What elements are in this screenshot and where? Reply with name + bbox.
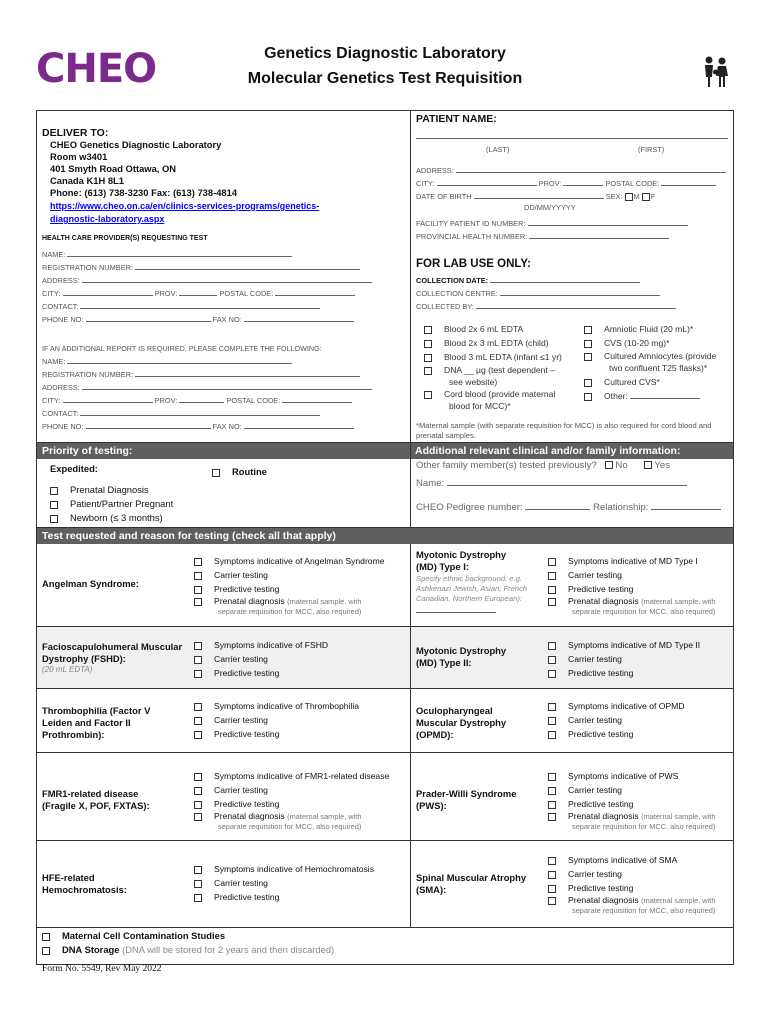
- sma-predictive-checkbox[interactable]: [548, 885, 556, 893]
- fshd-predictive-checkbox[interactable]: [194, 670, 202, 678]
- family-tested-question: Other family member(s) tested previously?: [416, 460, 597, 471]
- prenatal-note: (maternal sample, with: [641, 597, 716, 606]
- fmr1-symptoms-checkbox[interactable]: [194, 773, 202, 781]
- prenatal-note: (maternal sample, with: [641, 812, 716, 821]
- cord-blood-label: Cord blood (provide maternal: [444, 389, 556, 399]
- sma-symptoms-checkbox[interactable]: [548, 857, 556, 865]
- pws-carrier-label: Carrier testing: [568, 785, 622, 795]
- priority-heading: Priority of testing:: [37, 443, 410, 459]
- family-tested-no-label: No: [615, 460, 628, 471]
- fshd-carrier-checkbox[interactable]: [194, 656, 202, 664]
- add-contact-label: CONTACT:: [42, 409, 79, 418]
- lab-website-link[interactable]: https://www.cheo.on.ca/en/clinics-services-programs/genetics-: [50, 201, 320, 211]
- add-postal-field[interactable]: [282, 402, 352, 403]
- sex-f-checkbox[interactable]: [642, 193, 650, 201]
- provider-fax-field[interactable]: [244, 321, 354, 322]
- add-reg-label: REGISTRATION NUMBER:: [42, 370, 134, 379]
- add-reg-field[interactable]: [135, 376, 360, 377]
- lab-section: [416, 258, 730, 313]
- angelman-predictive-checkbox[interactable]: [194, 586, 202, 594]
- thrombophilia-predictive-label: Predictive testing: [214, 729, 280, 739]
- patient-postal-field[interactable]: [661, 185, 716, 186]
- cultured-cvs-checkbox[interactable]: [584, 379, 592, 387]
- deliver-section: [42, 127, 402, 225]
- family-name-field[interactable]: [447, 485, 687, 486]
- fshd-predictive-label: Predictive testing: [214, 668, 280, 678]
- pedigree-field[interactable]: [525, 509, 590, 510]
- md2-symptoms-checkbox[interactable]: [548, 642, 556, 650]
- provider-postal-label: POSTAL CODE:: [219, 289, 274, 298]
- opmd-symptoms-checkbox[interactable]: [548, 703, 556, 711]
- patient-section: [416, 113, 730, 243]
- pws-predictive-label: Predictive testing: [568, 799, 634, 809]
- fmr1-carrier-label: Carrier testing: [214, 785, 268, 795]
- pws-carrier-checkbox[interactable]: [548, 787, 556, 795]
- thrombophilia-symptoms-checkbox[interactable]: [194, 703, 202, 711]
- pws-prenatal-label: Prenatal diagnosis: [568, 811, 639, 821]
- routine-checkbox[interactable]: [212, 469, 220, 477]
- md1-symptoms-label: Symptoms indicative of MD Type I: [568, 556, 698, 566]
- cvs-label: CVS (10-20 mg)*: [604, 338, 670, 348]
- other-field[interactable]: [630, 398, 700, 399]
- amniotic-checkbox[interactable]: [584, 326, 592, 334]
- mcc-checkbox[interactable]: [42, 933, 50, 941]
- blood-3ml-child-checkbox[interactable]: [424, 340, 432, 348]
- provider-phone-field[interactable]: [86, 321, 211, 322]
- relationship-field[interactable]: [651, 509, 721, 510]
- md1-symptoms-checkbox[interactable]: [548, 558, 556, 566]
- collection-centre-label: COLLECTION CENTRE:: [416, 289, 498, 298]
- thrombophilia-carrier-checkbox[interactable]: [194, 717, 202, 725]
- dna-label-cont: see website): [449, 377, 498, 387]
- collected-by-field[interactable]: [476, 308, 676, 309]
- md2-predictive-checkbox[interactable]: [548, 670, 556, 678]
- add-contact-field[interactable]: [80, 415, 320, 416]
- additional-report-heading: IF AN ADDITIONAL REPORT IS REQUIRED, PLEASE COMPLETE THE FOLLOWING:: [42, 344, 322, 353]
- add-prov-field[interactable]: [179, 402, 224, 403]
- blood-6ml-checkbox[interactable]: [424, 326, 432, 334]
- prenatal-priority-checkbox[interactable]: [50, 487, 58, 495]
- fshd-symptoms-label: Symptoms indicative of FSHD: [214, 640, 329, 650]
- add-phone-field[interactable]: [86, 428, 211, 429]
- angelman-prenatal-label: Prenatal diagnosis: [214, 596, 285, 606]
- prenatal-note-cont: separate requisition for MCC, also required): [218, 607, 362, 616]
- md2-options: [548, 638, 732, 680]
- provider-address-label: ADDRESS:: [42, 276, 80, 285]
- add-postal-label: POSTAL CODE:: [226, 396, 281, 405]
- thrombophilia-options: [194, 699, 408, 741]
- patient-city-label: CITY:: [416, 179, 435, 188]
- facility-id-label: FACILITY PATIENT ID NUMBER:: [416, 219, 526, 228]
- fshd-symptoms-checkbox[interactable]: [194, 642, 202, 650]
- health-no-field[interactable]: [529, 238, 669, 239]
- collection-date-label: COLLECTION DATE:: [416, 276, 489, 285]
- sma-carrier-label: Carrier testing: [568, 869, 622, 879]
- fmr1-carrier-checkbox[interactable]: [194, 787, 202, 795]
- thrombophilia-name: Thrombophilia (Factor V Leiden and Factor II Prothrombin):: [42, 705, 151, 740]
- cultured-cvs-label: Cultured CVS*: [604, 377, 660, 387]
- other-label: Other:: [604, 391, 628, 401]
- provider-heading: HEALTH CARE PROVIDER(S) REQUESTING TEST: [42, 235, 208, 242]
- opmd-carrier-label: Carrier testing: [568, 715, 622, 725]
- cord-blood-label-cont: blood for MCC)*: [449, 401, 511, 411]
- cheo-logo: CHEO: [36, 46, 157, 92]
- prenatal-note-cont: separate requisition for MCC, also required): [572, 607, 716, 616]
- add-city-label: CITY:: [42, 396, 61, 405]
- angelman-options: [194, 554, 408, 616]
- patient-address-field[interactable]: [456, 172, 726, 173]
- angelman-name: Angelman Syndrome:: [42, 578, 139, 589]
- angelman-symptoms-label: Symptoms indicative of Angelman Syndrome: [214, 556, 385, 566]
- opmd-name: Oculopharyngeal Muscular Dystrophy (OPMD):: [416, 705, 507, 740]
- add-address-label: ADDRESS:: [42, 383, 80, 392]
- deliver-line: CHEO Genetics Diagnostic Laboratory: [50, 139, 222, 150]
- pws-prenatal-checkbox[interactable]: [548, 813, 556, 821]
- add-fax-field[interactable]: [244, 428, 354, 429]
- md2-predictive-label: Predictive testing: [568, 668, 634, 678]
- sma-symptoms-label: Symptoms indicative of SMA: [568, 855, 678, 865]
- pregnant-priority-label: Patient/Partner Pregnant: [70, 498, 174, 509]
- fshd-carrier-label: Carrier testing: [214, 654, 268, 664]
- family-name-label: Name:: [416, 478, 445, 489]
- patient-name-field[interactable]: [416, 125, 728, 139]
- sma-prenatal-label: Prenatal diagnosis: [568, 895, 639, 905]
- pws-symptoms-checkbox[interactable]: [548, 773, 556, 781]
- add-phone-label: PHONE NO:: [42, 422, 84, 431]
- fshd-note: (20 mL EDTA): [42, 665, 93, 674]
- provider-city-label: CITY:: [42, 289, 61, 298]
- top-divider: [410, 110, 411, 442]
- provider-section: [42, 235, 404, 326]
- deliver-line: Room w3401: [50, 151, 108, 162]
- fshd-options: [194, 638, 408, 680]
- add-name-label: NAME:: [42, 357, 66, 366]
- fmr1-predictive-label: Predictive testing: [214, 799, 280, 809]
- dob-field[interactable]: [474, 198, 604, 199]
- prenatal-note-cont: separate requisition for MCC, also required): [572, 822, 716, 831]
- add-prov-label: PROV:: [154, 396, 178, 405]
- hfe-options: [194, 862, 408, 904]
- hfe-predictive-checkbox[interactable]: [194, 894, 202, 902]
- angelman-symptoms-checkbox[interactable]: [194, 558, 202, 566]
- prenatal-note-cont: separate requisition for MCC, also required): [572, 906, 716, 915]
- lab-left-options: [424, 322, 584, 412]
- routine-option: [212, 466, 267, 477]
- opmd-symptoms-label: Symptoms indicative of OPMD: [568, 701, 685, 711]
- mcc-label: Maternal Cell Contamination Studies: [62, 930, 226, 941]
- provider-reg-label: REGISTRATION NUMBER:: [42, 263, 134, 272]
- md2-symptoms-label: Symptoms indicative of MD Type II: [568, 640, 701, 650]
- md2-name: Myotonic Dystrophy (MD) Type II:: [416, 645, 507, 668]
- md1-options: [548, 554, 732, 616]
- fmr1-symptoms-label: Symptoms indicative of FMR1-related disease: [214, 771, 390, 781]
- sma-prenatal-checkbox[interactable]: [548, 897, 556, 905]
- pedigree-label: CHEO Pedigree number:: [416, 502, 523, 513]
- prenatal-note-cont: separate requisition for MCC, also required): [218, 822, 362, 831]
- sex-f-label: F: [650, 192, 656, 201]
- footer-options: [42, 929, 722, 957]
- add-fax-label: FAX NO:: [212, 422, 242, 431]
- sma-predictive-label: Predictive testing: [568, 883, 634, 893]
- patient-postal-label: POSTAL CODE:: [605, 179, 660, 188]
- collection-date-field[interactable]: [490, 282, 640, 283]
- md1-predictive-label: Predictive testing: [568, 584, 634, 594]
- form-title-line1: Genetics Diagnostic Laboratory: [264, 45, 506, 62]
- pws-predictive-checkbox[interactable]: [548, 801, 556, 809]
- hfe-carrier-checkbox[interactable]: [194, 880, 202, 888]
- family-tested-yes-checkbox[interactable]: [644, 461, 652, 469]
- fmr1-options: [194, 769, 408, 831]
- form-number: Form No. 5549, Rev May 2022: [42, 964, 162, 974]
- blood-infant-label: Blood 3 mL EDTA (infant ≤1 yr): [444, 352, 562, 362]
- md1-prenatal-checkbox[interactable]: [548, 598, 556, 606]
- angelman-carrier-checkbox[interactable]: [194, 572, 202, 580]
- md2-carrier-label: Carrier testing: [568, 654, 622, 664]
- hfe-name: HFE-related Hemochromatosis:: [42, 872, 127, 895]
- provider-prov-label: PROV:: [154, 289, 178, 298]
- deliver-heading: DELIVER TO:: [42, 127, 109, 139]
- dna-storage-checkbox[interactable]: [42, 947, 50, 955]
- deliver-line: Phone: (613) 738-3230 Fax: (613) 738-4814: [50, 187, 238, 198]
- lab-website-link-cont[interactable]: diagnostic-laboratory.aspx: [50, 214, 165, 224]
- provider-name-label: NAME:: [42, 250, 66, 259]
- blood-3ml-child-label: Blood 2x 3 mL EDTA (child): [444, 338, 549, 348]
- additional-report-section: [42, 342, 404, 433]
- provider-reg-field[interactable]: [135, 269, 360, 270]
- hfe-predictive-label: Predictive testing: [214, 892, 280, 902]
- provider-city-field[interactable]: [63, 295, 153, 296]
- angelman-prenatal-checkbox[interactable]: [194, 598, 202, 606]
- family-tested-yes-label: Yes: [654, 460, 671, 471]
- sma-carrier-checkbox[interactable]: [548, 871, 556, 879]
- md1-carrier-checkbox[interactable]: [548, 572, 556, 580]
- angelman-carrier-label: Carrier testing: [214, 570, 268, 580]
- opmd-predictive-checkbox[interactable]: [548, 731, 556, 739]
- opmd-predictive-label: Predictive testing: [568, 729, 634, 739]
- lab-right-options: [584, 322, 730, 403]
- dna-label: DNA __ µg (test dependent –: [444, 365, 556, 375]
- pws-symptoms-label: Symptoms indicative of PWS: [568, 771, 679, 781]
- md1-name: Myotonic Dystrophy (MD) Type I:: [416, 549, 507, 572]
- provider-phone-label: PHONE NO:: [42, 315, 84, 324]
- sma-name: Spinal Muscular Atrophy (SMA):: [416, 872, 527, 895]
- dob-format: DD/MM/YYYYY: [524, 203, 576, 212]
- fmr1-prenatal-checkbox[interactable]: [194, 813, 202, 821]
- newborn-priority-label: Newborn (≤ 3 months): [70, 512, 163, 523]
- hfe-symptoms-checkbox[interactable]: [194, 866, 202, 874]
- cvs-checkbox[interactable]: [584, 340, 592, 348]
- prenatal-note: (maternal sample, with: [287, 597, 362, 606]
- cultured-amniocytes-checkbox[interactable]: [584, 353, 592, 361]
- family-tested-no-checkbox[interactable]: [605, 461, 613, 469]
- md1-note: Specify ethnic background: e.g. Ashkenazi Jewish, Asian, French Canadian, Northern European):: [416, 574, 528, 603]
- thrombophilia-carrier-label: Carrier testing: [214, 715, 268, 725]
- pws-options: [548, 769, 732, 831]
- add-city-field[interactable]: [63, 402, 153, 403]
- prenatal-priority-label: Prenatal Diagnosis: [70, 484, 149, 495]
- pregnant-priority-checkbox[interactable]: [50, 501, 58, 509]
- fmr1-name: FMR1-related disease (Fragile X, POF, FXTAS):: [42, 788, 150, 811]
- md1-ethnicity-field[interactable]: [416, 612, 496, 613]
- provider-address-field[interactable]: [82, 282, 372, 283]
- md1-carrier-label: Carrier testing: [568, 570, 622, 580]
- collected-by-label: COLLECTED BY:: [416, 302, 474, 311]
- provider-postal-field[interactable]: [275, 295, 355, 296]
- provider-contact-label: CONTACT:: [42, 302, 79, 311]
- clinical-heading: Additional relevant clinical and/or family information:: [410, 443, 733, 459]
- deliver-line: 401 Smyth Road Ottawa, ON: [50, 163, 177, 174]
- dna-checkbox[interactable]: [424, 367, 432, 375]
- fshd-name: Facioscapulohumeral Muscular Dystrophy (FSHD):: [42, 641, 183, 664]
- collection-centre-field[interactable]: [500, 295, 660, 296]
- provider-name-field[interactable]: [67, 256, 292, 257]
- amniotic-label: Amniotic Fluid (20 mL)*: [604, 324, 694, 334]
- family-figures-icon: [700, 55, 732, 89]
- dob-label: DATE OF BIRTH: [416, 192, 472, 201]
- md1-prenatal-label: Prenatal diagnosis: [568, 596, 639, 606]
- fmr1-predictive-checkbox[interactable]: [194, 801, 202, 809]
- sex-label: SEX:: [605, 192, 623, 201]
- thrombophilia-predictive-checkbox[interactable]: [194, 731, 202, 739]
- cultured-amniocytes-label-cont: two confluent T25 flasks)*: [609, 363, 708, 373]
- relationship-label: Relationship:: [593, 502, 649, 513]
- health-no-label: PROVINCIAL HEALTH NUMBER:: [416, 232, 528, 241]
- routine-label: Routine: [232, 466, 267, 477]
- cord-blood-checkbox[interactable]: [424, 391, 432, 399]
- angelman-predictive-label: Predictive testing: [214, 584, 280, 594]
- patient-prov-field[interactable]: [563, 185, 603, 186]
- prenatal-note: (maternal sample, with: [641, 896, 716, 905]
- md2-carrier-checkbox[interactable]: [548, 656, 556, 664]
- first-name-caption: (FIRST): [638, 145, 665, 154]
- provider-prov-field[interactable]: [179, 295, 217, 296]
- sex-m-label: M: [633, 192, 640, 201]
- add-address-field[interactable]: [82, 389, 372, 390]
- newborn-priority-checkbox[interactable]: [50, 515, 58, 523]
- add-name-field[interactable]: [67, 363, 292, 364]
- dna-storage-note: (DNA will be stored for 2 years and then discarded): [122, 944, 335, 955]
- blood-infant-checkbox[interactable]: [424, 354, 432, 362]
- maternal-sample-note: *Maternal sample (with separate requisition for MCC) is also required for cord blood and prenatal samples.: [416, 421, 712, 440]
- sma-options: [548, 853, 732, 915]
- opmd-carrier-checkbox[interactable]: [548, 717, 556, 725]
- last-name-caption: (LAST): [486, 145, 510, 154]
- sex-m-checkbox[interactable]: [625, 193, 633, 201]
- other-checkbox[interactable]: [584, 393, 592, 401]
- patient-heading: PATIENT NAME:: [416, 113, 497, 125]
- patient-address-label: ADDRESS:: [416, 166, 454, 175]
- pws-name: Prader-Willi Syndrome (PWS):: [416, 788, 517, 811]
- blood-6ml-label: Blood 2x 6 mL EDTA: [444, 324, 524, 334]
- prenatal-note: (maternal sample, with: [287, 812, 362, 821]
- tests-heading: Test requested and reason for testing (check all that apply): [37, 528, 733, 544]
- thrombophilia-symptoms-label: Symptoms indicative of Thrombophilia: [214, 701, 360, 711]
- form-title-line2: Molecular Genetics Test Requisition: [247, 70, 523, 87]
- expedited-label: Expedited:: [50, 463, 98, 474]
- dna-storage-label: DNA Storage: [62, 944, 120, 955]
- md1-predictive-checkbox[interactable]: [548, 586, 556, 594]
- facility-id-field[interactable]: [528, 225, 688, 226]
- patient-prov-label: PROV:: [538, 179, 562, 188]
- patient-city-field[interactable]: [437, 185, 537, 186]
- provider-contact-field[interactable]: [80, 308, 320, 309]
- opmd-options: [548, 699, 732, 741]
- lab-heading: FOR LAB USE ONLY:: [416, 258, 532, 270]
- deliver-line: Canada K1H 8L1: [50, 175, 124, 186]
- clinical-section: [416, 460, 730, 513]
- provider-fax-label: FAX NO:: [212, 315, 242, 324]
- cultured-amniocytes-label: Cultured Amniocytes (provide: [604, 351, 717, 361]
- fmr1-prenatal-label: Prenatal diagnosis: [214, 811, 285, 821]
- hfe-carrier-label: Carrier testing: [214, 878, 268, 888]
- hfe-symptoms-label: Symptoms indicative of Hemochromatosis: [214, 864, 374, 874]
